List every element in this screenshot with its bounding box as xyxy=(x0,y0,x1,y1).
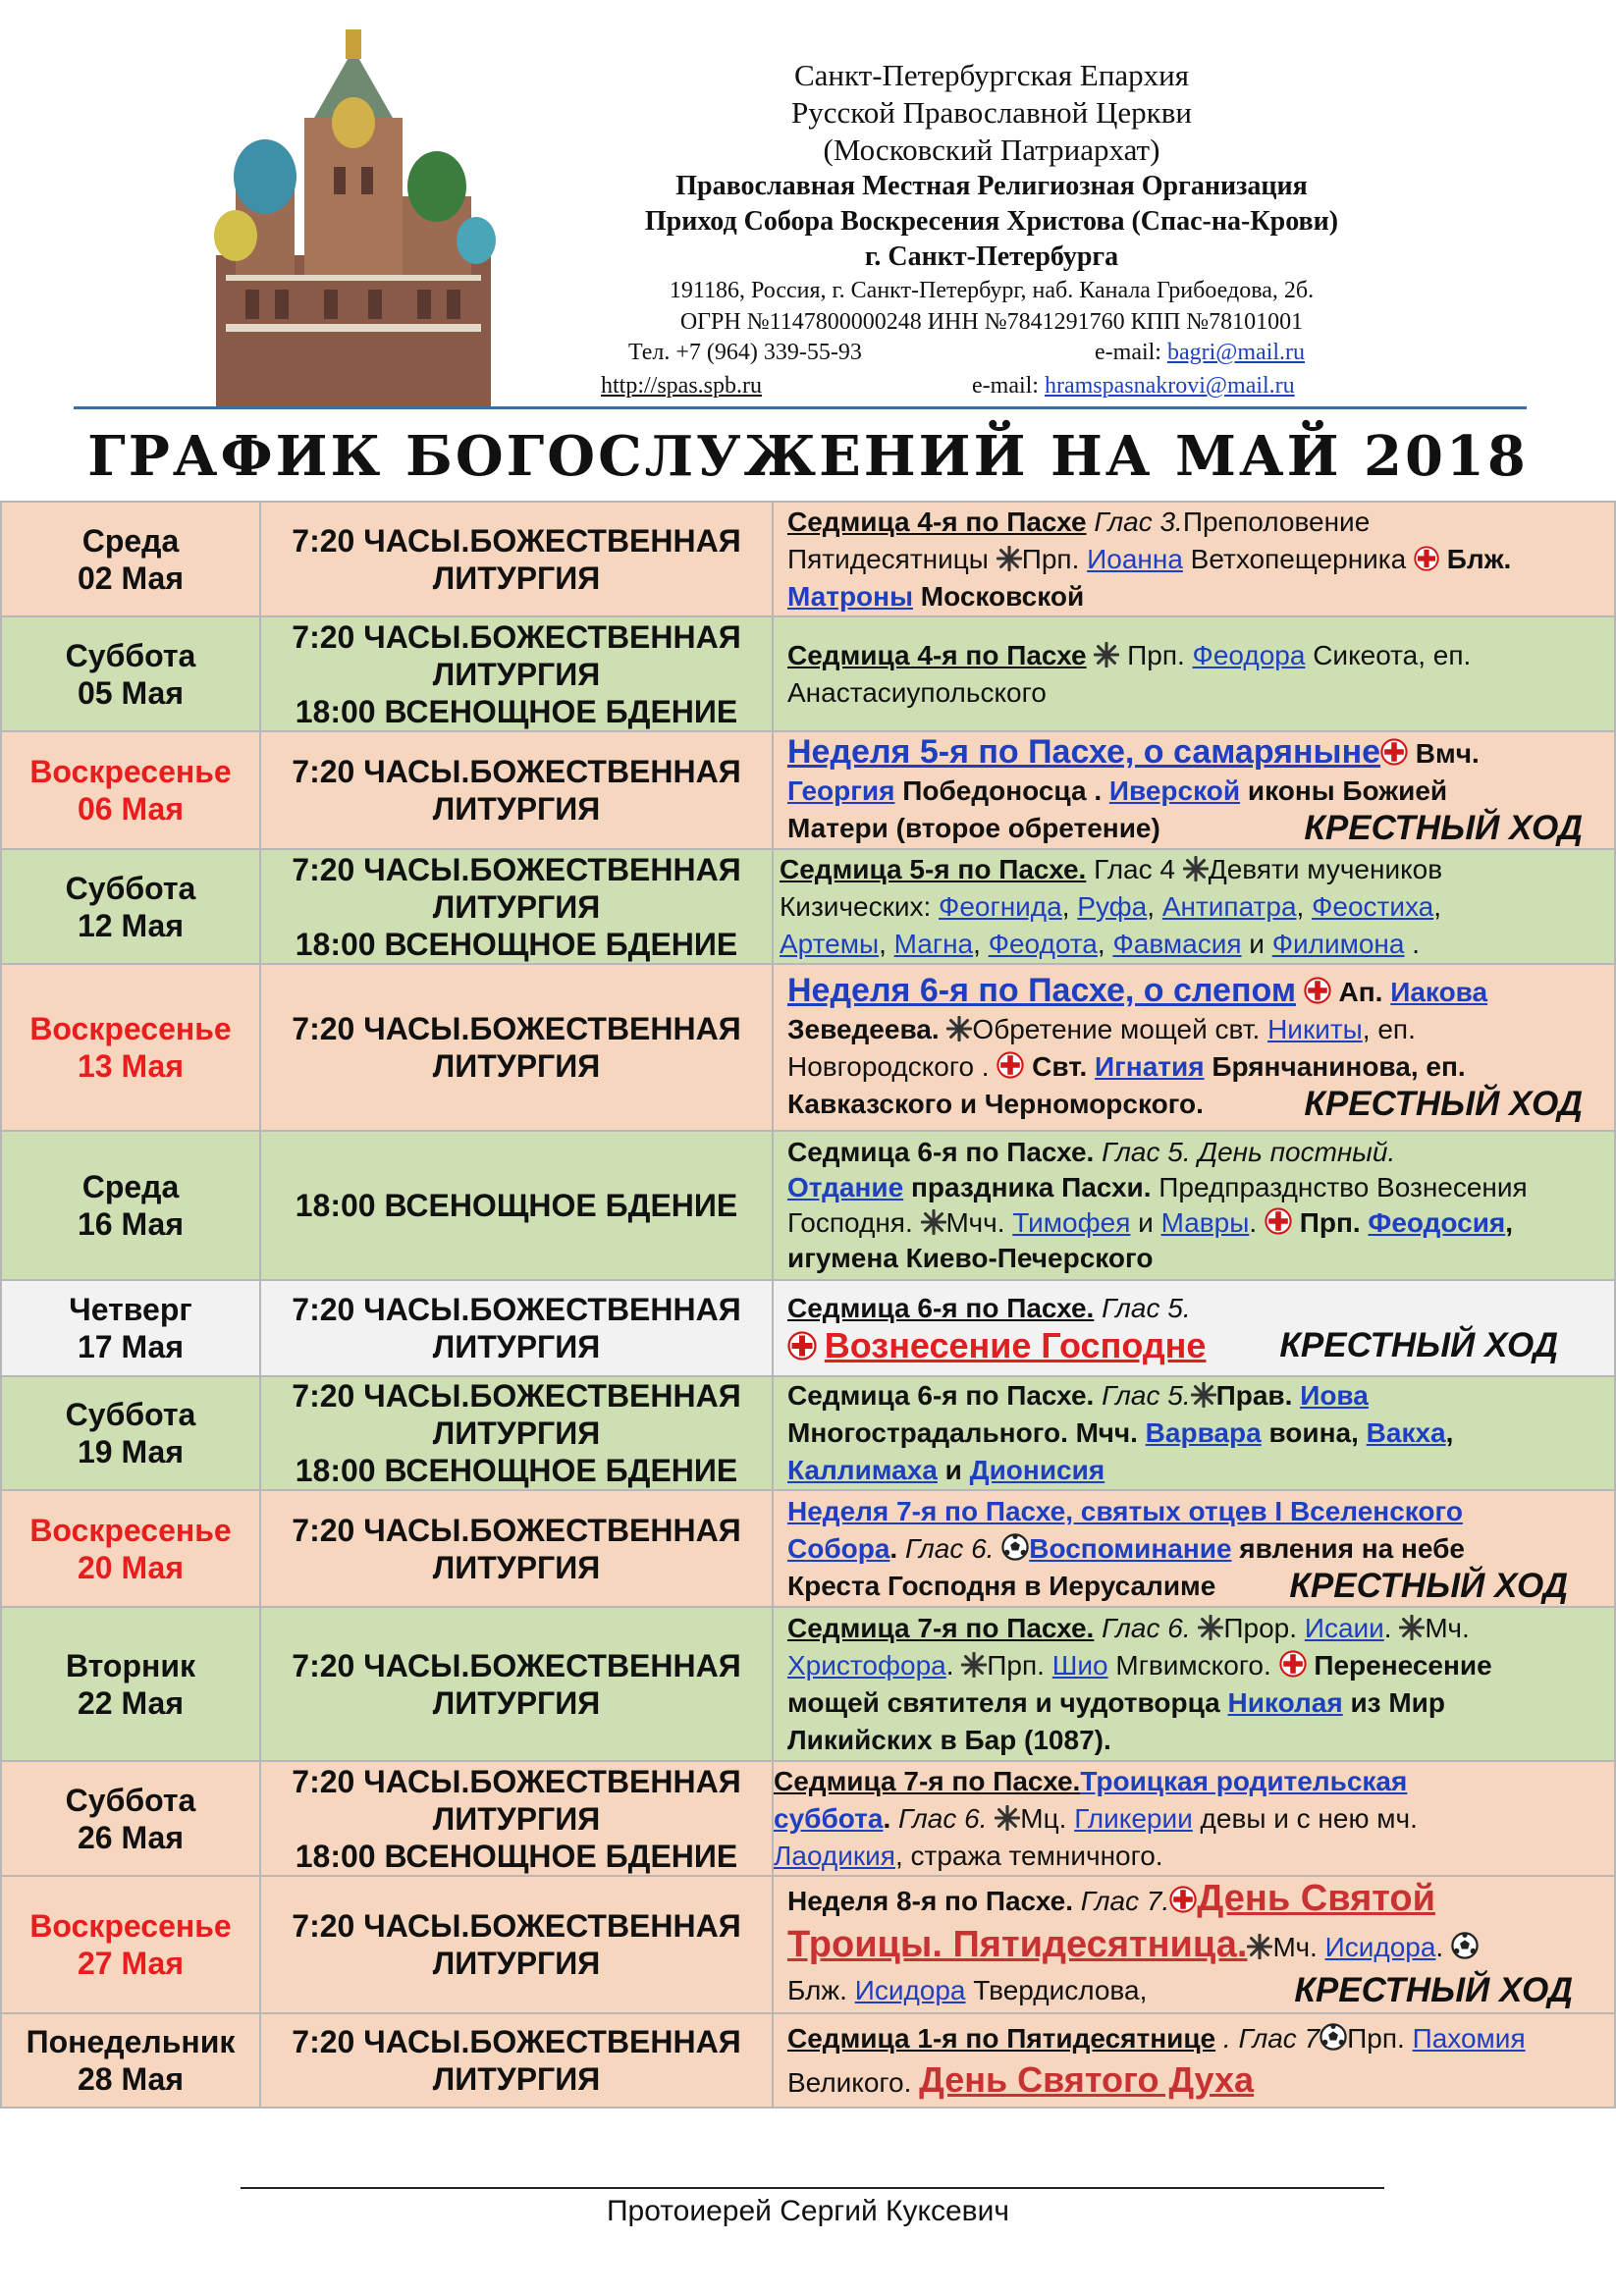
service-line: ЛИТУРГИЯ xyxy=(432,791,601,827)
date: 16 Мая xyxy=(78,1206,184,1242)
sep: , xyxy=(1147,890,1162,922)
saint-link[interactable]: Христофора xyxy=(787,1649,946,1681)
asterisk-saint-icon xyxy=(946,1016,972,1041)
red-cross-icon xyxy=(1169,1886,1197,1913)
week-label: Седмица 7-я по Пасхе. xyxy=(774,1765,1081,1796)
text: Креста Господня в Иерусалиме xyxy=(787,1570,1216,1601)
date: 26 Мая xyxy=(78,1819,184,1855)
service-line: 7:20 ЧАСЫ.БОЖЕСТВЕННАЯ xyxy=(292,1378,741,1414)
text: Матери (второе обретение) xyxy=(787,813,1160,843)
email-label: e-mail: xyxy=(1095,340,1167,365)
service-line: ЛИТУРГИЯ xyxy=(432,2061,601,2097)
text: Мч. xyxy=(1272,1932,1325,1962)
asterisk-saint-icon xyxy=(1094,642,1119,667)
header-line: Русской Православной Церкви xyxy=(791,95,1192,130)
saint-link[interactable]: Иакова xyxy=(1390,977,1488,1007)
text: . xyxy=(1383,1612,1400,1643)
org-line: Приход Собора Воскресения Христова (Спас-на-Крови) xyxy=(644,206,1339,237)
week-label: Седмица 4-я по Пасхе xyxy=(787,639,1087,670)
asterisk-saint-icon xyxy=(1183,856,1209,881)
red-cross-icon xyxy=(1265,1207,1292,1235)
text: , xyxy=(1445,1417,1454,1448)
text: Господня. xyxy=(787,1207,921,1238)
table-row xyxy=(1,502,1615,616)
weekday: Среда xyxy=(81,1169,180,1204)
day-cell xyxy=(1,1280,260,1376)
saint-link[interactable]: Каллимаха xyxy=(787,1455,938,1485)
saint-link[interactable]: Пахомия xyxy=(1412,2022,1526,2054)
church-cathedral-illustration xyxy=(196,29,511,407)
saint-link[interactable]: Филимона xyxy=(1271,928,1405,959)
service-cell xyxy=(260,2013,773,2108)
day-cell xyxy=(1,1607,260,1761)
text: Мц. xyxy=(1020,1802,1075,1834)
service-line: 18:00 ВСЕНОЩНОЕ БДЕНИЕ xyxy=(295,926,738,962)
weekday: Вторник xyxy=(65,1647,196,1683)
date: 05 Мая xyxy=(78,674,184,711)
service-cell xyxy=(260,1876,773,2013)
saint-link[interactable]: Магна xyxy=(893,928,974,959)
description-cell xyxy=(773,1131,1615,1280)
text: игумена Киево-Печерского xyxy=(787,1243,1154,1273)
text: воина, xyxy=(1261,1417,1367,1448)
table-row xyxy=(1,1376,1615,1490)
asterisk-saint-icon xyxy=(1247,1934,1272,1959)
table-row xyxy=(1,1761,1615,1876)
saint-link[interactable]: Иоанна xyxy=(1087,543,1183,574)
text: мощей святителя и чудотворца xyxy=(787,1686,1228,1718)
table-row xyxy=(1,731,1615,849)
date: 27 Мая xyxy=(78,1946,184,1981)
day-cell xyxy=(1,616,260,731)
asterisk-saint-icon xyxy=(1198,1615,1223,1640)
text: Обретение мощей свт. xyxy=(972,1014,1268,1044)
procession-label: КРЕСТНЫЙ ХОД xyxy=(1294,1971,1573,2009)
date: 19 Мая xyxy=(78,1434,184,1469)
date: 28 Мая xyxy=(78,2061,184,2097)
sep: , xyxy=(1061,890,1078,922)
procession-label: КРЕСТНЫЙ ХОД xyxy=(1304,1085,1583,1123)
feast-title[interactable]: День Святого Духа xyxy=(919,2058,1255,2100)
feast-title[interactable]: Вознесение Господне xyxy=(824,1324,1207,1365)
saint-link[interactable]: Мавры xyxy=(1160,1207,1250,1238)
service-line: 7:20 ЧАСЫ.БОЖЕСТВЕННАЯ xyxy=(292,1763,741,1799)
saint-link[interactable]: Дионисия xyxy=(969,1455,1105,1485)
service-line: 7:20 ЧАСЫ.БОЖЕСТВЕННАЯ xyxy=(292,2024,741,2059)
ball-icon xyxy=(1451,1932,1479,1959)
text: Прп. xyxy=(1119,639,1193,670)
tone: Глас 6. xyxy=(1094,1612,1199,1643)
asterisk-saint-icon xyxy=(995,1805,1020,1831)
date: 13 Мая xyxy=(78,1048,184,1084)
ball-icon xyxy=(1001,1533,1029,1561)
tone: . Глас 7 xyxy=(1215,2022,1320,2054)
description-cell xyxy=(773,2013,1615,2108)
red-cross-icon xyxy=(1380,738,1408,766)
table-row xyxy=(1,1876,1615,2013)
text: Прор. xyxy=(1223,1612,1305,1643)
header-line: (Московский Патриархат) xyxy=(823,133,1160,167)
weekday: Суббота xyxy=(65,637,196,673)
description-cell xyxy=(773,731,1615,849)
tone: Глас 5. День постный. xyxy=(1094,1137,1396,1167)
asterisk-saint-icon xyxy=(921,1209,946,1235)
service-line: ЛИТУРГИЯ xyxy=(432,1329,601,1364)
text: , стража темничного. xyxy=(894,1840,1163,1871)
sep: . xyxy=(1404,928,1421,959)
text: . xyxy=(889,1532,898,1564)
text: Прп. xyxy=(1021,543,1088,574)
weekday: Среда xyxy=(81,522,180,559)
text: Сикеота, еп. xyxy=(1305,639,1472,670)
saint-link[interactable]: Вакха xyxy=(1366,1417,1446,1448)
header-line: Санкт-Петербургская Епархия xyxy=(793,58,1190,92)
date: 06 Мая xyxy=(78,791,184,827)
description-cell xyxy=(773,1876,1615,2013)
text: Пятидесятницы xyxy=(787,543,997,574)
text: и xyxy=(1130,1207,1161,1238)
schedule-table xyxy=(0,501,1616,2109)
table-row xyxy=(1,849,1615,964)
saint-link[interactable]: Никиты xyxy=(1267,1014,1363,1044)
description-cell xyxy=(773,616,1615,731)
sunday-link[interactable]: Неделя 6-я по Пасхе, о слепом xyxy=(787,972,1296,1009)
tone: Глас 6. xyxy=(890,1802,996,1834)
saint-link[interactable]: Феогнида xyxy=(939,890,1062,922)
day-cell xyxy=(1,1490,260,1607)
sep: , xyxy=(1296,890,1313,922)
weekday: Воскресенье xyxy=(29,1512,232,1548)
email-link-bagri[interactable]: bagri@mail.ru xyxy=(1166,340,1306,365)
text: Прп. xyxy=(1347,2022,1413,2054)
saint-link[interactable]: Фавмасия xyxy=(1112,928,1242,959)
table-row xyxy=(1,1490,1615,1607)
text: Прп. xyxy=(987,1649,1052,1681)
weekday: Четверг xyxy=(69,1292,192,1327)
text: Прп. xyxy=(1299,1207,1369,1238)
tone: Глас 3. xyxy=(1086,506,1183,537)
text: Прав. xyxy=(1215,1380,1301,1411)
service-line: 7:20 ЧАСЫ.БОЖЕСТВЕННАЯ xyxy=(292,1908,741,1944)
text: Ап. xyxy=(1330,977,1391,1007)
text: . xyxy=(1435,1932,1444,1962)
week-label: Неделя 8-я по Пасхе. xyxy=(787,1886,1073,1916)
feast-link[interactable]: суббота xyxy=(774,1802,884,1834)
saint-link[interactable]: Игнатия xyxy=(1095,1051,1205,1082)
date: 22 Мая xyxy=(78,1684,184,1721)
service-line: 7:20 ЧАСЫ.БОЖЕСТВЕННАЯ xyxy=(292,1292,741,1327)
date: 20 Мая xyxy=(78,1549,184,1585)
signature: Протоиерей Сергий Куксевич xyxy=(606,2195,1010,2227)
service-cell xyxy=(260,1131,773,1280)
table-row xyxy=(1,1131,1615,1280)
service-line: 18:00 ВСЕНОЩНОЕ БДЕНИЕ xyxy=(295,1188,738,1223)
service-line: 7:20 ЧАСЫ.БОЖЕСТВЕННАЯ xyxy=(292,522,741,559)
text: явления на небе xyxy=(1231,1532,1465,1564)
text: Преполовение xyxy=(1182,506,1371,537)
day-cell xyxy=(1,2013,260,2108)
text: Мчч. xyxy=(945,1207,1013,1238)
service-cell xyxy=(260,616,773,731)
red-cross-icon xyxy=(1304,977,1331,1004)
text: Московской xyxy=(912,580,1085,612)
text: праздника Пасхи. xyxy=(903,1172,1152,1202)
service-cell xyxy=(260,849,773,964)
text: Ветхопещерника xyxy=(1182,543,1415,574)
email-label: e-mail: xyxy=(972,373,1045,399)
service-line: 18:00 ВСЕНОЩНОЕ БДЕНИЕ xyxy=(295,693,738,729)
text: Кизических: xyxy=(780,890,940,922)
text: . xyxy=(945,1649,962,1681)
service-line: ЛИТУРГИЯ xyxy=(432,888,601,925)
table-row xyxy=(1,1607,1615,1761)
text: Анастасиупольского xyxy=(787,676,1047,708)
asterisk-saint-icon xyxy=(1399,1615,1425,1640)
tone: Глас 4 xyxy=(1086,853,1183,884)
website-link[interactable]: http://spas.spb.ru xyxy=(601,373,763,399)
week-label: Седмица 6-я по Пасхе. xyxy=(787,1292,1095,1323)
text: Твердислова, xyxy=(965,1975,1148,2005)
saint-link[interactable]: Николая xyxy=(1227,1686,1343,1718)
text: Многострадального. Мчч. xyxy=(787,1417,1146,1448)
text: . xyxy=(1249,1207,1265,1238)
text: Великого. xyxy=(787,2066,920,2098)
text: Новгородского . xyxy=(787,1051,997,1082)
text: Ликийских в Бар (1087). xyxy=(787,1724,1111,1755)
service-cell xyxy=(260,502,773,616)
saint-link[interactable]: Артемы xyxy=(780,928,880,959)
text: Победоносца . xyxy=(894,775,1109,806)
text: девы и с нею мч. xyxy=(1192,1802,1418,1834)
weekday: Понедельник xyxy=(26,2024,236,2059)
service-line: ЛИТУРГИЯ xyxy=(432,1048,601,1084)
text: Девяти мучеников xyxy=(1208,853,1443,884)
service-line: 7:20 ЧАСЫ.БОЖЕСТВЕННАЯ xyxy=(292,1647,741,1683)
service-line: ЛИТУРГИЯ xyxy=(432,1549,601,1585)
description-cell xyxy=(773,1607,1615,1761)
text: иконы Божией xyxy=(1240,775,1448,806)
date: 17 Мая xyxy=(78,1329,184,1364)
week-label: Седмица 6-я по Пасхе. xyxy=(787,1137,1095,1167)
description-cell xyxy=(773,1761,1615,1876)
weekday: Суббота xyxy=(65,1397,196,1432)
date: 02 Мая xyxy=(78,560,184,596)
saint-link[interactable]: Лаодикия xyxy=(774,1840,895,1871)
weekday: Воскресенье xyxy=(29,754,232,789)
sep: и xyxy=(1241,928,1272,959)
service-line: 7:20 ЧАСЫ.БОЖЕСТВЕННАЯ xyxy=(292,851,741,887)
description-cell xyxy=(773,849,1615,964)
email-bagri xyxy=(1095,340,1305,366)
service-line: ЛИТУРГИЯ xyxy=(432,1684,601,1721)
service-line: ЛИТУРГИЯ xyxy=(432,1946,601,1981)
service-line: ЛИТУРГИЯ xyxy=(432,656,601,692)
asterisk-saint-icon xyxy=(997,546,1022,571)
saint-link[interactable]: Матроны xyxy=(787,580,913,612)
service-line: ЛИТУРГИЯ xyxy=(432,560,601,596)
procession-label: КРЕСТНЫЙ ХОД xyxy=(1279,1325,1558,1364)
text: Мгвимского. xyxy=(1107,1649,1279,1681)
text: Перенесение xyxy=(1314,1649,1492,1681)
saint-link[interactable]: Иова xyxy=(1300,1380,1369,1411)
feast-link[interactable]: Воспоминание xyxy=(1029,1532,1232,1564)
day-cell xyxy=(1,1131,260,1280)
table-row xyxy=(1,2013,1615,2108)
table-row xyxy=(1,964,1615,1131)
service-line: ЛИТУРГИЯ xyxy=(432,1415,601,1451)
day-cell xyxy=(1,964,260,1131)
red-cross-icon xyxy=(787,1331,817,1361)
email-link-hram[interactable]: hramspasnakrovi@mail.ru xyxy=(1044,373,1295,399)
sep: , xyxy=(1097,928,1113,959)
text: Вмч. xyxy=(1415,738,1480,769)
sunday-link[interactable]: Собора xyxy=(787,1532,890,1564)
text: . xyxy=(883,1802,891,1834)
day-cell xyxy=(1,1376,260,1490)
tone: Глас 5. xyxy=(1094,1292,1191,1323)
icon-link[interactable]: Иверской xyxy=(1108,775,1241,806)
weekday: Суббота xyxy=(65,1782,196,1818)
service-cell xyxy=(260,1761,773,1876)
date: 12 Мая xyxy=(78,907,184,943)
red-cross-icon xyxy=(1414,546,1439,571)
header-divider xyxy=(74,406,1527,409)
saint-link[interactable]: Феодота xyxy=(988,928,1098,959)
week-label: Седмица 7-я по Пасхе. xyxy=(787,1612,1095,1643)
service-cell xyxy=(260,1607,773,1761)
service-line: 7:20 ЧАСЫ.БОЖЕСТВЕННАЯ xyxy=(292,754,741,789)
saint-link[interactable]: Гликерии xyxy=(1074,1802,1193,1834)
registration-ids: ОГРН №1147800000248 ИНН №7841291760 КПП №78101001 xyxy=(679,309,1304,335)
week-label: Седмица 6-я по Пасхе. xyxy=(787,1380,1095,1411)
sep: , xyxy=(973,928,989,959)
address: 191186, Россия, г. Санкт-Петербург, наб. Канала Грибоедова, 2б. xyxy=(669,278,1315,303)
day-cell xyxy=(1,502,260,616)
description-cell xyxy=(773,1280,1615,1376)
text: , xyxy=(1505,1207,1514,1238)
service-line: 7:20 ЧАСЫ.БОЖЕСТВЕННАЯ xyxy=(292,1512,741,1548)
service-line: 18:00 ВСЕНОЩНОЕ БДЕНИЕ xyxy=(295,1453,738,1488)
email-hram xyxy=(972,373,1295,400)
saint-link[interactable]: Георгия xyxy=(787,775,895,806)
text: из Мир xyxy=(1342,1686,1446,1718)
service-line: 18:00 ВСЕНОЩНОЕ БДЕНИЕ xyxy=(295,1838,738,1874)
saint-link[interactable]: Руфа xyxy=(1077,890,1148,922)
description-cell xyxy=(773,1376,1615,1490)
phone: Тел. +7 (964) 339-55-93 xyxy=(628,340,862,365)
text: Мч. xyxy=(1425,1612,1470,1643)
asterisk-saint-icon xyxy=(961,1652,987,1678)
service-line: 7:20 ЧАСЫ.БОЖЕСТВЕННАЯ xyxy=(292,618,741,655)
feast-link[interactable]: Отдание xyxy=(787,1172,904,1202)
saint-link[interactable]: Исаии xyxy=(1304,1612,1384,1643)
diocese-info xyxy=(550,57,1433,338)
sunday-link[interactable]: Неделя 7-я по Пасхе, святых отцев I Вселенского xyxy=(787,1495,1463,1526)
feast-title[interactable]: День Святой xyxy=(1197,1878,1435,1919)
text: Кавказского и Черноморского. xyxy=(787,1089,1204,1119)
week-label: Седмица 1-я по Пятидесятнице xyxy=(787,2022,1216,2054)
procession-label: КРЕСТНЫЙ ХОД xyxy=(1304,809,1583,847)
service-line: 7:20 ЧАСЫ.БОЖЕСТВЕННАЯ xyxy=(292,1011,741,1046)
saint-link[interactable]: Тимофея xyxy=(1012,1207,1131,1238)
day-cell xyxy=(1,1761,260,1876)
sep: , xyxy=(879,928,894,959)
org-line: Православная Местная Религиозная Организация xyxy=(675,171,1308,201)
saint-link[interactable]: Феодосия xyxy=(1368,1207,1506,1238)
description-cell xyxy=(773,502,1615,616)
week-label: Седмица 5-я по Пасхе. xyxy=(780,853,1087,884)
asterisk-saint-icon xyxy=(1191,1382,1216,1408)
red-cross-icon xyxy=(1279,1650,1307,1678)
red-cross-icon xyxy=(997,1051,1024,1079)
day-cell xyxy=(1,731,260,849)
sunday-link[interactable]: Неделя 5-я по Пасхе, о самаряныне xyxy=(787,733,1381,771)
saint-link[interactable]: Антипатра xyxy=(1161,890,1297,922)
saint-link[interactable]: Исидора xyxy=(854,1975,966,2005)
feast-link[interactable]: Троицкая родительская xyxy=(1080,1765,1408,1796)
text: Предпразднство Вознесения xyxy=(1151,1172,1528,1202)
org-line: г. Санкт-Петербурга xyxy=(864,241,1119,272)
weekday: Воскресенье xyxy=(29,1011,232,1046)
tone: Глас 7. xyxy=(1072,1886,1170,1916)
feast-title[interactable]: Троицы. Пятидесятница. xyxy=(787,1924,1248,1965)
table-row xyxy=(1,1280,1615,1376)
page-title: ГРАФИК БОГОСЛУЖЕНИЙ НА МАЙ 2018 xyxy=(87,424,1529,489)
service-cell xyxy=(260,731,773,849)
service-cell xyxy=(260,1280,773,1376)
text: Брянчанинова, еп. xyxy=(1204,1051,1466,1082)
day-cell xyxy=(1,849,260,964)
sep: , xyxy=(1433,890,1442,922)
website xyxy=(601,373,762,400)
saint-link[interactable]: Исидора xyxy=(1324,1932,1436,1962)
service-line: ЛИТУРГИЯ xyxy=(432,1800,601,1837)
tone: Глас 5. xyxy=(1094,1380,1191,1411)
saint-link[interactable]: Феостиха xyxy=(1312,890,1434,922)
text: Свт. xyxy=(1032,1051,1096,1082)
document-header xyxy=(0,0,1616,422)
saint-link[interactable]: Шио xyxy=(1051,1649,1108,1681)
description-cell xyxy=(773,1490,1615,1607)
week-label: Седмица 4-я по Пасхе xyxy=(787,506,1087,537)
weekday: Воскресенье xyxy=(29,1908,232,1944)
service-cell xyxy=(260,1490,773,1607)
text: , еп. xyxy=(1362,1014,1416,1044)
weekday: Суббота xyxy=(65,870,196,906)
tone: Глас 6. xyxy=(897,1532,1002,1564)
table-row xyxy=(1,616,1615,731)
procession-label: КРЕСТНЫЙ ХОД xyxy=(1289,1566,1568,1605)
text: Блж. xyxy=(787,1975,855,2005)
text: Блж. xyxy=(1446,543,1512,574)
description-cell xyxy=(773,964,1615,1131)
saint-link[interactable]: Варвара xyxy=(1145,1417,1262,1448)
saint-link[interactable]: Феодора xyxy=(1192,639,1306,670)
text: и xyxy=(937,1455,970,1485)
service-cell xyxy=(260,964,773,1131)
day-cell xyxy=(1,1876,260,2013)
signature-line xyxy=(241,2187,1384,2189)
ball-icon xyxy=(1320,2023,1347,2051)
service-cell xyxy=(260,1376,773,1490)
text: Зеведеева. xyxy=(787,1014,947,1044)
